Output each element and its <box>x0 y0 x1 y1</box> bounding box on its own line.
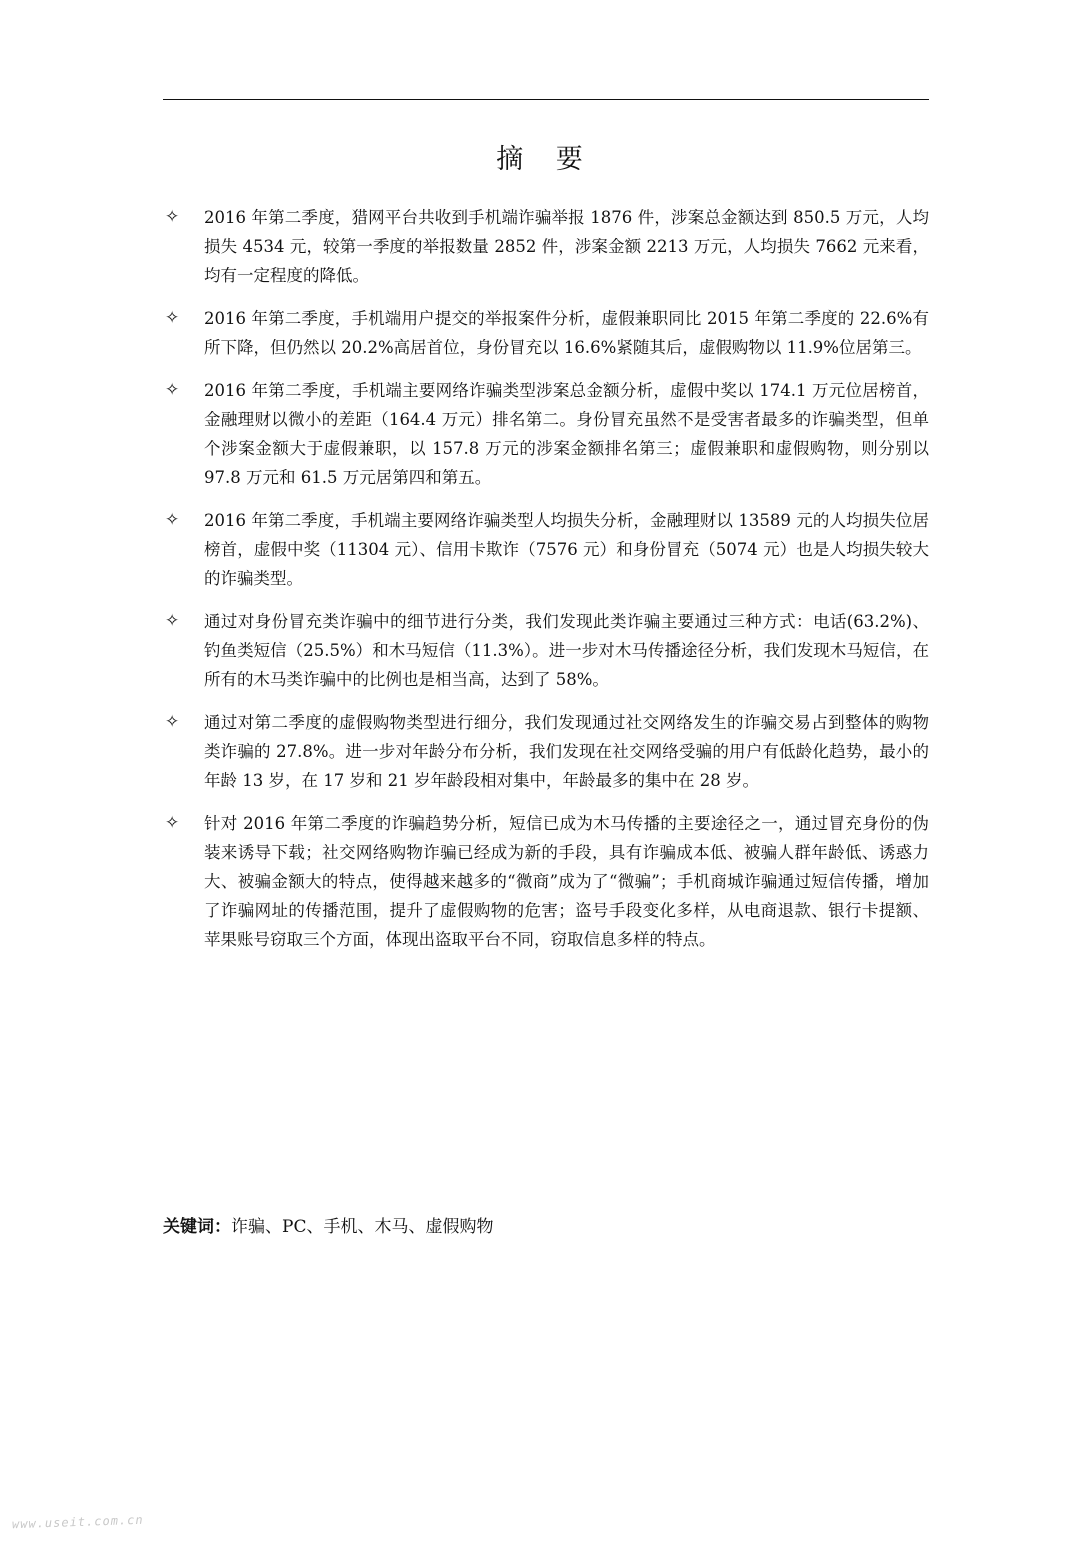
header-rule <box>163 99 929 100</box>
abstract-bullet-1 <box>163 203 929 290</box>
bullet-text: 针对 2016 年第二季度的诈骗趋势分析，短信已成为木马传播的主要途径之一，通过冒充身份的伪装来诱导下载；社交网络购物诈骗已经成为新的手段，具有诈骗成本低、被骗人群年龄低、诱惑力大、被骗金额大的特点，使得越来越多的“微商”成为了“微骗”；手机商城诈骗通过短信传播，增加了诈骗网址的传播范围，提升了虚假购物的危害；盗号手段变化多样，从电商退款、银行卡提额、苹果账号窃取三个方面，体现出盗取平台不同，窃取信息多样的特点。 <box>204 814 929 949</box>
keywords-value: 诈骗、PC、手机、木马、虚假购物 <box>231 1217 494 1237</box>
abstract-bullet-6 <box>163 708 929 795</box>
sparkle-bullet-icon: ✧ <box>165 207 180 227</box>
sparkle-bullet-icon: ✧ <box>165 813 180 833</box>
site-watermark: www.useit.com.cn <box>11 1512 144 1532</box>
bullet-text: 通过对身份冒充类诈骗中的细节进行分类，我们发现此类诈骗主要通过三种方式：电话(63.2%)、钓鱼类短信（25.5%）和木马短信（11.3%）。进一步对木马传播途径分析，我们发现木马短信，在所有的木马类诈骗中的比例也是相当高，达到了 58%。 <box>204 612 929 689</box>
abstract-bullet-list <box>163 203 929 954</box>
keywords-line <box>163 1212 493 1242</box>
sparkle-bullet-icon: ✧ <box>165 712 180 732</box>
abstract-bullet-4 <box>163 506 929 593</box>
abstract-bullet-5 <box>163 607 929 694</box>
abstract-bullet-7 <box>163 809 929 954</box>
bullet-text: 2016 年第二季度，手机端主要网络诈骗类型人均损失分析，金融理财以 13589 元的人均损失位居榜首，虚假中奖（11304 元）、信用卡欺诈（7576 元）和身份冒充（5074 元）也是人均损失较大的诈骗类型。 <box>204 511 929 588</box>
abstract-bullet-2 <box>163 304 929 362</box>
bullet-text: 通过对第二季度的虚假购物类型进行细分，我们发现通过社交网络发生的诈骗交易占到整体的购物类诈骗的 27.8%。进一步对年龄分布分析，我们发现在社交网络受骗的用户有低龄化趋势，最小的年龄 13 岁，在 17 岁和 21 岁年龄段相对集中，年龄最多的集中在 28 岁。 <box>204 713 929 790</box>
sparkle-bullet-icon: ✧ <box>165 380 180 400</box>
abstract-bullet-3 <box>163 376 929 492</box>
keywords-label: 关键词： <box>163 1217 231 1237</box>
sparkle-bullet-icon: ✧ <box>165 510 180 530</box>
page-title: 摘 要 <box>496 144 595 175</box>
bullet-text: 2016 年第二季度，手机端用户提交的举报案件分析，虚假兼职同比 2015 年第二季度的 22.6%有所下降，但仍然以 20.2%高居首位，身份冒充以 16.6%紧随其后，虚假购物以 11.9%位居第三。 <box>204 309 929 357</box>
bullet-text: 2016 年第二季度，手机端主要网络诈骗类型涉案总金额分析，虚假中奖以 174.1 万元位居榜首，金融理财以微小的差距（164.4 万元）排名第二。身份冒充虽然不是受害者最多的诈骗类型，但单个涉案金额大于虚假兼职，以 157.8 万元的涉案金额排名第三；虚假兼职和虚假购物，则分别以 97.8 万元和 61.5 万元居第四和第五。 <box>204 381 929 487</box>
sparkle-bullet-icon: ✧ <box>165 611 180 631</box>
sparkle-bullet-icon: ✧ <box>165 308 180 328</box>
bullet-text: 2016 年第二季度，猎网平台共收到手机端诈骗举报 1876 件，涉案总金额达到 850.5 万元，人均损失 4534 元，较第一季度的举报数量 2852 件，涉案金额 2213 万元，人均损失 7662 元来看，均有一定程度的降低。 <box>204 208 929 285</box>
